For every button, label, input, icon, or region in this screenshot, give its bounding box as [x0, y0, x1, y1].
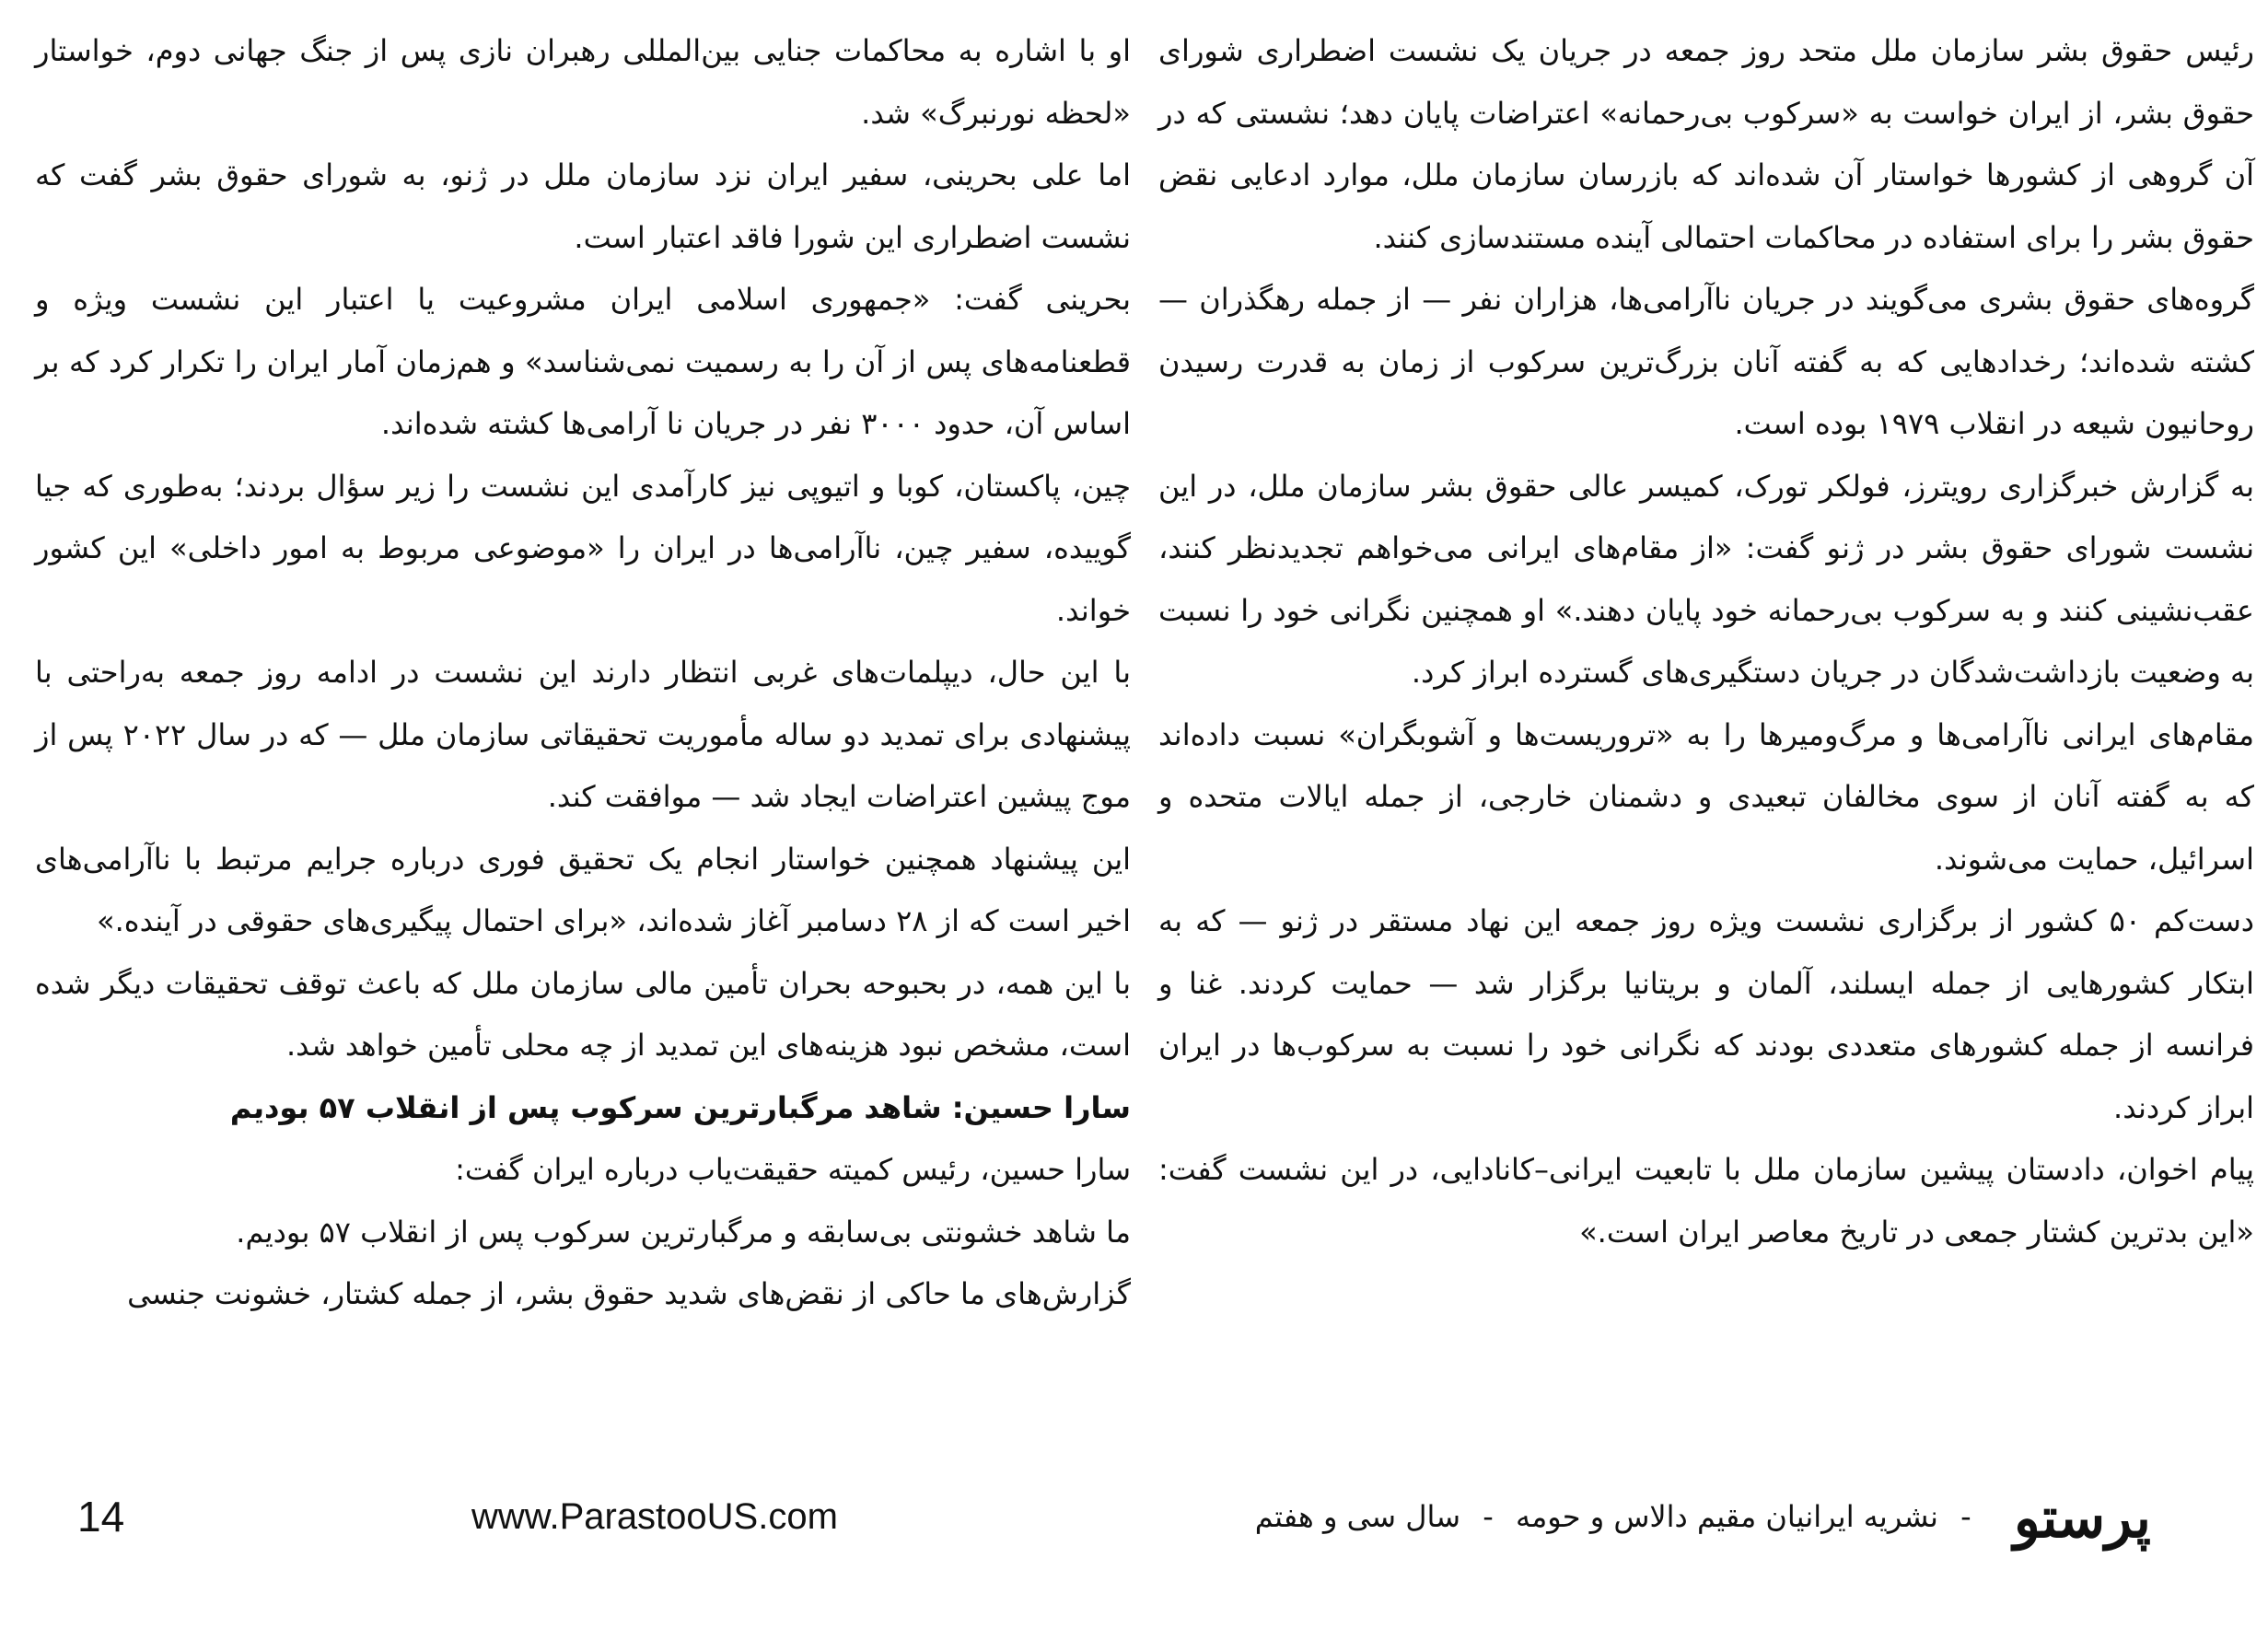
- separator: -: [1483, 1499, 1494, 1534]
- paragraph: سارا حسین، رئیس کمیته حقیقت‌یاب درباره ایران گفت:: [455, 1152, 1131, 1187]
- paragraph: گزارش‌های ما حاکی از نقض‌های شدید حقوق بشر، از جمله کشتار، خشونت جنسی: [127, 1276, 1131, 1311]
- paragraph: این پیشنهاد همچنین خواستار انجام یک تحقیق فوری درباره جرایم مرتبط با ناآرامی‌های اخیر است که از ۲۸ دسامبر آغاز شده‌اند، «برای احتمال پیگیری‌های حقوقی در آینده.»: [35, 841, 1131, 938]
- paragraph: بحرینی گفت: «جمهوری اسلامی ایران مشروعیت یا اعتبار این نشست ویژه و قطعنامه‌های پس از آن را به رسمیت نمی‌شناسد» و هم‌زمان آمار ایران را تکرار کرد که بر اساس آن، حدود ۳۰۰۰ نفر در جریان نا آرامی‌ها کشته شده‌اند.: [35, 282, 1131, 441]
- paragraph: چین، پاکستان، کوبا و اتیوپی نیز کارآمدی این نشست را زیر سؤال بردند؛ به‌طوری که جیا گوییده، سفیر چین، ناآرامی‌ها در ایران را «موضوعی مربوط به امور داخلی» این کشور خواند.: [35, 468, 1131, 628]
- parastoo-logo: پرستو: [2013, 1486, 2151, 1551]
- paragraph: گروه‌های حقوق بشری می‌گویند در جریان ناآرامی‌ها، هزاران نفر — از جمله رهگذران — کشته شده‌اند؛ رخدادهایی که به گفته آنان بزرگ‌ترین سرکوب از زمان به قدرت رسیدن روحانیون شیعه در انقلاب ۱۹۷۹ بوده است.: [1158, 282, 2254, 441]
- paragraph: پیام اخوان، دادستان پیشین سازمان ملل با تابعیت ایرانی–کانادایی، در این نشست گفت: «این بدترین کشتار جمعی در تاریخ معاصر ایران است.»: [1158, 1152, 2254, 1250]
- paragraph: ما شاهد خشونتی بی‌سابقه و مرگبارترین سرکوب پس از انقلاب ۵۷ بودیم.: [236, 1214, 1131, 1250]
- paragraph: او با اشاره به محاکمات جنایی بین‌المللی رهبران نازی پس از جنگ جهانی دوم، خواستار «لحظه نورنبرگ» شد.: [35, 33, 1131, 131]
- paragraph: اما علی بحرینی، سفیر ایران نزد سازمان ملل در ژنو، به شورای حقوق بشر گفت که نشست اضطراری این شورا فاقد اعتبار است.: [35, 157, 1131, 255]
- publication-year: سال سی و هفتم: [1254, 1499, 1461, 1534]
- section-subheading: سارا حسین: شاهد مرگبارترین سرکوب پس از انقلاب ۵۷ بودیم: [229, 1089, 1131, 1125]
- paragraph: با این همه، در بحبوحه بحران تأمین مالی سازمان ملل که باعث توقف تحقیقات دیگر شده است، مشخص نبود هزینه‌های این تمدید از چه محلی تأمین خواهد شد.: [35, 965, 1131, 1063]
- paragraph: دست‌کم ۵۰ کشور از برگزاری نشست ویژه روز جمعه این نهاد مستقر در ژنو — که به ابتکار کشورهایی از جمله ایسلند، آلمان و بریتانیا برگزار شد — حمایت کردند. غنا و فرانسه از جمله کشورهای متعددی بودند که نگرانی خود را نسبت به سرکوب‌ها در ایران ابراز کردند.: [1158, 903, 2255, 1125]
- article-column-right: [1158, 20, 2254, 1263]
- paragraph: به گزارش خبرگزاری رویترز، فولکر تورک، کمیسر عالی حقوق بشر سازمان ملل، در این نشست شورای حقوق بشر در ژنو گفت: «از مقام‌های ایرانی می‌خواهم تجدیدنظر کنند، عقب‌نشینی کنند و به سرکوب بی‌رحمانه خود پایان دهند.» او همچنین نگرانی خود را نسبت به وضعیت بازداشت‌شدگان در جریان دستگیری‌های گسترده ابراز کرد.: [1158, 468, 2254, 690]
- paragraph: مقام‌های ایرانی ناآرامی‌ها و مرگ‌ومیرها را به «تروریست‌ها و آشوبگران» نسبت داده‌اند که به گفته آنان از سوی مخالفان تبعیدی و دشمنان خارجی، از جمله ایالات متحده و اسرائیل، حمایت می‌شوند.: [1158, 716, 2254, 877]
- website-link[interactable]: www.ParastooUS.com: [471, 1496, 838, 1537]
- paragraph: با این حال، دیپلمات‌های غربی انتظار دارند این نشست در ادامه روز جمعه به‌راحتی با پیشنهادی برای تمدید دو ساله مأموریت تحقیقاتی سازمان ملل — که در سال ۲۰۲۲ پس از موج پیشین اعتراضات ایجاد شد — موافقت کند.: [35, 655, 1132, 814]
- separator: -: [1960, 1499, 1971, 1534]
- publication-name: نشریه ایرانیان مقیم دالاس و حومه: [1515, 1499, 1938, 1534]
- article-column-left: [35, 20, 1131, 1326]
- paragraph: رئیس حقوق بشر سازمان ملل متحد روز جمعه در جریان یک نشست اضطراری شورای حقوق بشر، از ایران خواست به «سرکوب بی‌رحمانه» اعتراضات پایان دهد؛ نشستی که در آن گروهی از کشورها خواستار آن شده‌اند که بازرسان سازمان ملل، موارد ادعایی نقض حقوق بشر را برای استفاده در محاکمات احتمالی آینده مستندسازی کنند.: [1158, 33, 2254, 255]
- page-number: 14: [77, 1493, 125, 1541]
- publication-masthead: [1197, 1484, 2151, 1549]
